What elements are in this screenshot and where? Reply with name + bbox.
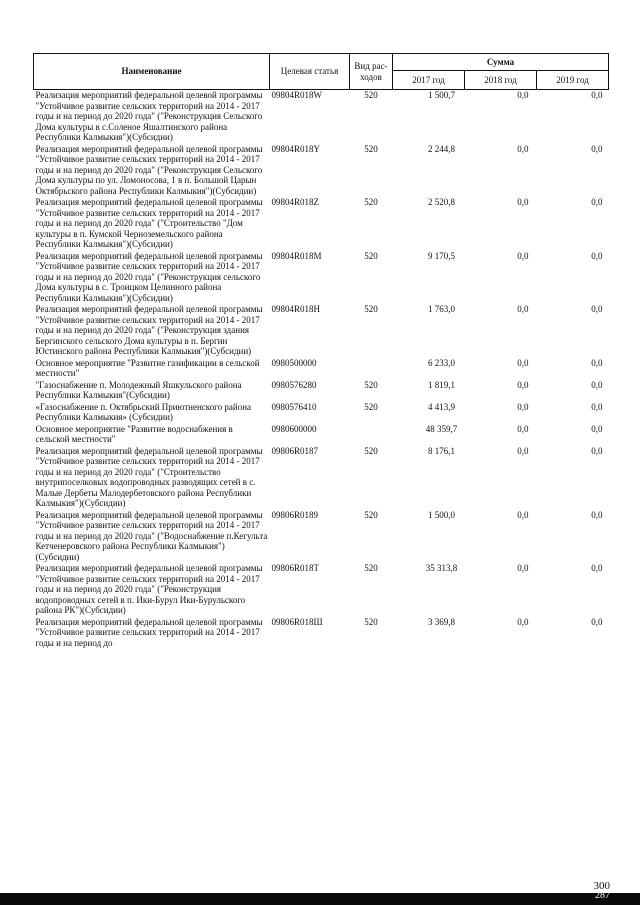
row-code: 09806R0189 xyxy=(271,509,319,520)
row-sum-2017: 2 244,8 xyxy=(428,143,455,154)
row-sum-2018: 0,0 xyxy=(517,357,529,368)
row-sum-2018: 0,0 xyxy=(517,143,529,154)
table-row xyxy=(34,251,609,305)
row-name: Реализация мероприятий федеральной целевой программы "Устойчивое развитие сельских территорий на 2014 - 2017 годы и на период до 2020 года" ("Строительство внутрипоселковых водопроводных разводящих сетей в с. Малые Дербеты Малодербетовского района Республики Калмыкия")(Субсидии) xyxy=(35,445,265,508)
row-kind: 520 xyxy=(364,143,378,154)
row-sum-2019: 0,0 xyxy=(591,90,603,100)
row-sum-2017: 1 500,7 xyxy=(428,90,455,100)
row-sum-2017: 3 369,8 xyxy=(428,616,455,627)
header-name: Наименование xyxy=(34,54,270,90)
row-sum-2018: 0,0 xyxy=(517,197,529,207)
row-code: 09804R018W xyxy=(271,90,322,100)
row-kind: 520 xyxy=(364,90,378,100)
row-sum-2019: 0,0 xyxy=(591,445,603,456)
row-sum-2018: 0,0 xyxy=(517,90,529,100)
table-body xyxy=(34,90,609,650)
table-row xyxy=(34,144,609,198)
row-sum-2017: 1 819,1 xyxy=(428,379,455,390)
row-code: 09804R018М xyxy=(271,250,322,261)
header-year-2019: 2019 год xyxy=(537,71,609,90)
row-sum-2019: 0,0 xyxy=(591,616,603,627)
table-row xyxy=(34,446,609,510)
row-sum-2018: 0,0 xyxy=(517,379,529,390)
table-row xyxy=(34,402,609,424)
row-sum-2017: 1 500,0 xyxy=(428,509,455,520)
row-sum-2018: 0,0 xyxy=(517,509,529,520)
row-name: Реализация мероприятий федеральной целевой программы "Устойчивое развитие сельских территорий на 2014 - 2017 годы и на период до 2020 года" ("Реконструкция сельского Дома культуры в с. Троицком Целинного района Республики Калмыкия")(Субсидии) xyxy=(35,250,265,303)
row-sum-2017: 6 233,0 xyxy=(428,357,455,368)
row-sum-2018: 0,0 xyxy=(517,563,529,573)
row-code: 09806R018Ш xyxy=(271,616,323,627)
table-row xyxy=(34,380,609,402)
row-kind: 520 xyxy=(364,197,378,207)
row-name: Реализация мероприятий федеральной целевой программы "Устойчивое развитие сельских территорий на 2014 - 2017 годы и на период до 2020 года" ("Реконструкция водопроводных сетей в п. Ики-Бурул Ики-Бурульского района РК")(Субсидии) xyxy=(35,563,265,615)
row-sum-2017: 8 176,1 xyxy=(428,445,455,456)
row-sum-2019: 0,0 xyxy=(591,379,603,390)
row-sum-2017: 35 313,8 xyxy=(425,563,458,573)
row-sum-2019: 0,0 xyxy=(591,563,603,573)
row-sum-2017: 1 763,0 xyxy=(428,304,455,314)
table-row xyxy=(34,197,609,251)
row-name: Реализация мероприятий федеральной целевой программы "Устойчивое развитие сельских территорий на 2014 - 2017 годы и на период до 2020 года" ("Реконструкция Сельского Дома культуры по ул. Ломоносова, 1 в п. Большой Царын Октябрьского района Республики Калмыкия")(Субсидии) xyxy=(35,143,265,196)
row-name: Реализация мероприятий федеральной целевой программы "Устойчивое развитие сельских территорий на 2014 - 2017 годы и на период до 2020 года" ("Строительство "Дом культуры в п. Кумской Черноземельского района Республики Калмыкия")(Субсидии) xyxy=(35,197,265,249)
table-header xyxy=(34,54,609,90)
header-kind: Вид рас-ходов xyxy=(350,54,393,90)
row-name: Основное мероприятие "Развитие газификации в сельской местности" xyxy=(35,357,262,378)
table-row xyxy=(34,424,609,446)
row-kind: 520 xyxy=(364,616,378,627)
row-name: Реализация мероприятий федеральной целевой программы "Устойчивое развитие сельских территорий на 2014 - 2017 годы и на период до xyxy=(35,616,265,648)
row-kind: 520 xyxy=(364,509,378,520)
row-name: Основное мероприятие "Развитие водоснабжения в сельской местности" xyxy=(35,423,235,444)
row-sum-2018: 0,0 xyxy=(517,401,529,412)
row-kind xyxy=(350,358,393,380)
table-row xyxy=(34,510,609,564)
row-code: 0980600000 xyxy=(271,423,317,434)
header-year-2018: 2018 год xyxy=(465,71,537,90)
row-kind: 520 xyxy=(364,401,378,412)
row-code: 0980500000 xyxy=(271,357,317,368)
row-sum-2019: 0,0 xyxy=(591,143,603,154)
row-name: Реализация мероприятий федеральной целевой программы "Устойчивое развитие сельских территорий на 2014 - 2017 годы и на период до 2020 года" ("Водоснабжение п.Кегульта Кетченеровского района Республики Калмыкия")(Субсидии) xyxy=(35,509,270,562)
row-sum-2018: 0,0 xyxy=(517,423,529,434)
row-kind: 520 xyxy=(364,379,378,390)
row-code: 09804R018Y xyxy=(271,143,321,154)
row-sum-2017: 9 170,5 xyxy=(428,250,455,261)
row-code: 09804R018Z xyxy=(271,197,320,207)
row-sum-2019: 0,0 xyxy=(591,423,603,434)
row-code: 09806R018Т xyxy=(271,563,320,573)
row-kind xyxy=(350,424,393,446)
page-number-secondary: 287 xyxy=(595,890,610,901)
row-sum-2018: 0,0 xyxy=(517,250,529,261)
row-code: 09806R0187 xyxy=(271,445,319,456)
row-sum-2017: 4 413,9 xyxy=(428,401,455,412)
table-row xyxy=(34,358,609,380)
row-name: Реализация мероприятий федеральной целевой программы "Устойчивое развитие сельских территорий на 2014 - 2017 годы и на период до 2020 года" ("Реконструкция Сельского Дома культуры в с.Соленое Яшалтинского района Республики Калмыкия")(Субсидии) xyxy=(35,90,265,142)
row-sum-2018: 0,0 xyxy=(517,445,529,456)
row-sum-2019: 0,0 xyxy=(591,197,603,207)
row-kind: 520 xyxy=(364,445,378,456)
row-sum-2018: 0,0 xyxy=(517,616,529,627)
header-code: Целевая статья xyxy=(270,54,350,90)
budget-table xyxy=(33,53,609,649)
row-sum-2019: 0,0 xyxy=(591,509,603,520)
header-year-2017: 2017 год xyxy=(393,71,465,90)
row-code: 0980576280 xyxy=(271,379,317,390)
row-sum-2017: 48 359,7 xyxy=(425,423,458,434)
table-row xyxy=(34,304,609,358)
page-number: 300 xyxy=(593,880,610,892)
row-code: 09804R018Н xyxy=(271,304,321,314)
header-sum: Сумма xyxy=(393,54,609,71)
table-row xyxy=(34,90,609,144)
row-sum-2019: 0,0 xyxy=(591,357,603,368)
scan-edge-bar xyxy=(0,890,640,905)
row-kind: 520 xyxy=(364,304,378,314)
row-kind: 520 xyxy=(364,563,378,573)
table-row xyxy=(34,617,609,650)
row-name: "Газоснабжение п. Молодежный Яшкульского района Республики Калмыкия"(Субсидии) xyxy=(35,379,244,400)
table-row xyxy=(34,563,609,617)
row-name: Реализация мероприятий федеральной целевой программы "Устойчивое развитие сельских территорий на 2014 - 2017 годы и на период до 2020 года" ("Реконструкция здания Бергинского сельского Дома культуры в п. Бергин Юстинского района Республики Калмыкия")(Субсидии) xyxy=(35,304,265,356)
row-kind: 520 xyxy=(364,250,378,261)
row-name: «Газоснабжение п. Октябрьский Приютненского района Республики Калмыкия» (Субсидии) xyxy=(35,401,254,422)
row-sum-2019: 0,0 xyxy=(591,250,603,261)
row-sum-2019: 0,0 xyxy=(591,401,603,412)
row-sum-2019: 0,0 xyxy=(591,304,603,314)
row-code: 0980576410 xyxy=(271,401,317,412)
row-sum-2018: 0,0 xyxy=(517,304,529,314)
row-sum-2017: 2 520,8 xyxy=(428,197,455,207)
